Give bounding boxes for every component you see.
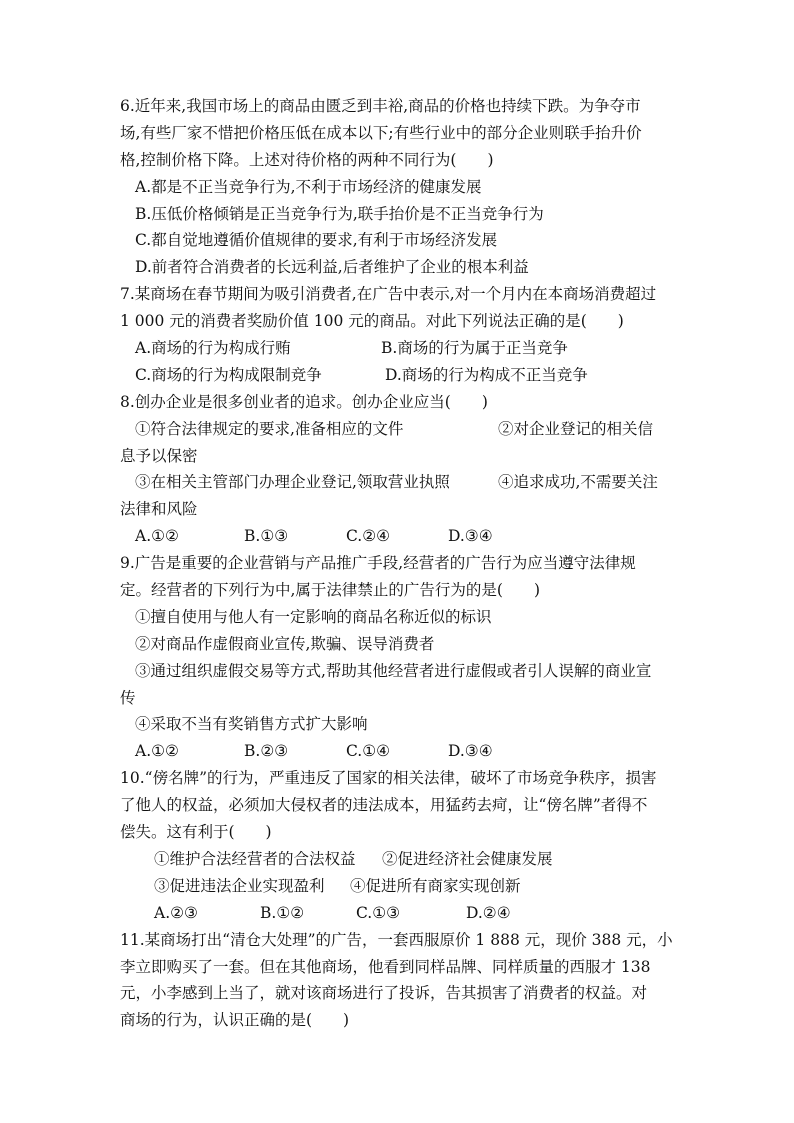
question-9-option-c: C.①④ [346, 742, 391, 761]
question-10 [120, 765, 680, 926]
question-8-option-d: D.③④ [448, 527, 493, 546]
question-8-option-a: A.①② [135, 527, 179, 546]
question-11 [120, 927, 680, 1035]
question-10-item-4: ④促进所有商家实现创新 [350, 876, 521, 895]
question-6 [120, 93, 680, 281]
question-10-stem-line: 了他人的权益，必须加大侵权者的违法成本，用猛药去疴，让“傍名牌”者得不 [120, 796, 648, 815]
question-10-items-row [120, 873, 680, 900]
question-9-options-row [120, 738, 680, 765]
question-7-option-a: A.商场的行为构成行贿 [135, 339, 291, 358]
question-11-stem-line: 李立即购买了一套。但在其他商场，他看到同样品牌、同样质量的西服才 138 [120, 957, 651, 976]
question-8-item-4-cont: 法律和风险 [120, 500, 198, 519]
question-6-option-a: A.都是不正当竞争行为,不利于市场经济的健康发展 [135, 177, 482, 196]
question-8-item-2-cont: 息予以保密 [120, 446, 198, 465]
question-11-stem-line: 11.某商场打出“清仓大处理”的广告，一套西服原价 1 888 元，现价 388 元，小 [120, 930, 673, 949]
question-6-stem-line: 场,有些厂家不惜把价格压低在成本以下;有些行业中的部分企业则联手抬升价 [120, 123, 642, 142]
question-9 [120, 550, 680, 765]
question-8-item-2: ②对企业登记的相关信 [498, 419, 654, 438]
question-7-option-d: D.商场的行为构成不正当竞争 [385, 365, 588, 384]
question-8-option-c: C.②④ [346, 527, 391, 546]
question-7-stem-line: 1 000 元的消费者奖励价值 100 元的商品。对此下列说法正确的是( ) [120, 312, 624, 331]
question-9-item-2: ②对商品作虚假商业宣传,欺骗、误导消费者 [135, 634, 435, 653]
question-8-item-4: ④追求成功,不需要关注 [498, 473, 658, 492]
question-8-options-row [120, 523, 680, 550]
question-7-options-row [120, 362, 680, 389]
question-9-item-3-cont: 传 [120, 688, 136, 707]
question-8-item-3: ③在相关主管部门办理企业登记,领取营业执照 [135, 473, 450, 492]
question-8-option-b: B.①③ [244, 527, 289, 546]
question-7-option-c: C.商场的行为构成限制竞争 [135, 365, 322, 384]
question-10-item-1: ①维护合法经营者的合法权益 [154, 849, 356, 868]
question-9-item-3: ③通过组织虚假交易等方式,帮助其他经营者进行虚假或者引人误解的商业宣 [135, 661, 652, 680]
question-10-stem-line: 10.“傍名牌”的行为，严重违反了国家的相关法律，破坏了市场竞争秩序，损害 [120, 769, 657, 788]
question-7-option-b: B.商场的行为属于正当竞争 [381, 339, 568, 358]
question-10-option-a: A.②③ [154, 903, 198, 922]
question-7 [120, 281, 680, 389]
question-10-item-3: ③促进违法企业实现盈利 [154, 876, 325, 895]
question-9-option-b: B.②③ [244, 742, 289, 761]
question-10-item-2: ②促进经济社会健康发展 [382, 849, 553, 868]
question-8 [120, 389, 680, 550]
question-list [120, 93, 680, 1034]
question-10-items-row [120, 846, 680, 873]
question-9-option-d: D.③④ [448, 742, 493, 761]
question-6-option-c: C.都自觉地遵循价值规律的要求,有利于市场经济发展 [135, 231, 498, 250]
question-10-option-b: B.①② [260, 903, 305, 922]
question-7-options-row [120, 335, 680, 362]
question-8-item-1: ①符合法律规定的要求,准备相应的文件 [135, 419, 404, 438]
question-10-option-d: D.②④ [466, 903, 511, 922]
question-6-option-d: D.前者符合消费者的长远利益,后者维护了企业的根本利益 [135, 258, 529, 277]
question-6-stem-line: 6.近年来,我国市场上的商品由匮乏到丰裕,商品的价格也持续下跌。为争夺市 [120, 97, 641, 115]
question-7-stem-line: 7.某商场在春节期间为吸引消费者,在广告中表示,对一个月内在本商场消费超过 [120, 285, 657, 304]
question-9-stem-line: 9.广告是重要的企业营销与产品推广手段,经营者的广告行为应当遵守法律规 [120, 554, 636, 573]
question-9-option-a: A.①② [135, 742, 179, 761]
question-8-items-row [120, 416, 680, 443]
question-8-items-row [120, 469, 680, 496]
question-9-item-1: ①擅自使用与他人有一定影响的商品名称近似的标识 [135, 607, 492, 626]
question-10-option-c: C.①③ [356, 903, 401, 922]
question-10-stem-line: 偿失。这有利于( ) [120, 823, 272, 842]
question-8-stem-line: 8.创办企业是很多创业者的追求。创办企业应当( ) [120, 392, 488, 411]
question-6-stem-line: 格,控制价格下降。上述对待价格的两种不同行为( ) [120, 150, 494, 169]
question-11-stem-line: 元，小李感到上当了，就对该商场进行了投诉，告其损害了消费者的权益。对 [120, 984, 648, 1003]
question-11-stem-line: 商场的行为，认识正确的是( ) [120, 1011, 350, 1030]
question-9-item-4: ④采取不当有奖销售方式扩大影响 [135, 715, 368, 734]
question-9-stem-line: 定。经营者的下列行为中,属于法律禁止的广告行为的是( ) [120, 581, 541, 600]
question-10-options-row [120, 900, 680, 927]
question-6-option-b: B.压低价格倾销是正当竞争行为,联手抬价是不正当竞争行为 [135, 204, 544, 223]
